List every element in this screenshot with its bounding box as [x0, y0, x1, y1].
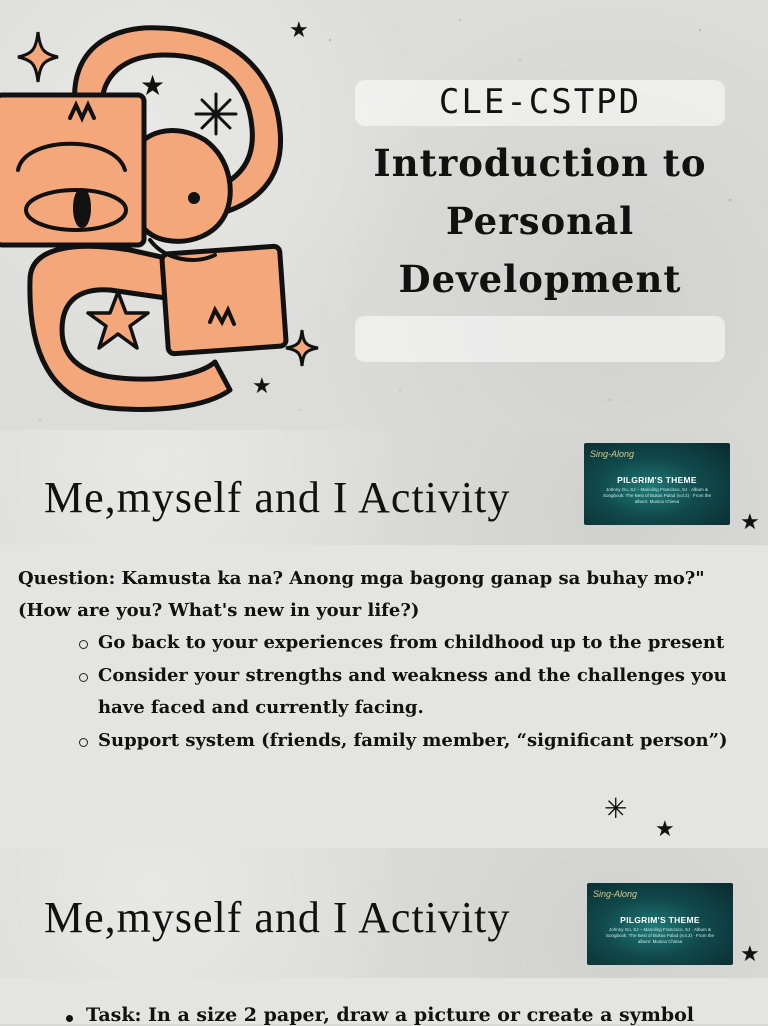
slide-title: Introduction to Personal Development: [373, 141, 707, 301]
star-icon: ★: [740, 942, 760, 967]
title-band-bottom: [355, 316, 725, 362]
task-text: Task: In a size 2 paper, draw a picture or create a symbol: [86, 1004, 695, 1026]
course-code: CLE-CSTPD: [438, 82, 642, 122]
thumbnail-logo: Sing-Along: [590, 449, 635, 459]
video-thumbnail[interactable]: [587, 883, 733, 965]
list-item: Consider your strengths and weakness and the challenges you have faced and currently facing.: [78, 660, 728, 725]
list-item: Go back to your experiences from childhood up to the present: [78, 627, 728, 660]
thumbnail-title: PILGRIM'S THEME: [617, 475, 697, 485]
star-icon: ★: [655, 817, 675, 842]
star-icon: ★: [740, 510, 760, 535]
title-slide: [0, 0, 768, 430]
thumbnail-subtitle: Johnny Go, SJ – Manoling Francisco, SJ · Album & Songbook: The Best of Bukas Palad (vol.2) · From the album: Musica Chiesa: [606, 927, 714, 944]
bullet-list: [78, 627, 728, 757]
question-line: Question: Kamusta ka na? Anong mga bagong ganap sa buhay mo?": [18, 568, 705, 589]
activity-heading: Me,myself and I Activity: [44, 893, 511, 942]
star-icon: ★: [252, 374, 272, 399]
star-icon: ★: [289, 18, 309, 43]
video-thumbnail[interactable]: [584, 443, 730, 525]
thumbnail-logo: Sing-Along: [593, 889, 638, 899]
activity-heading: Me,myself and I Activity: [44, 473, 511, 522]
question-translation: (How are you? What's new in your life?): [18, 600, 420, 621]
task-item: [66, 1004, 694, 1026]
thumbnail-title: PILGRIM'S THEME: [620, 915, 700, 925]
star-icon: ★: [140, 69, 166, 102]
thumbnail-subtitle: Johnny Go, SJ – Manoling Francisco, SJ · Album & Songbook: The Best of Bukas Palad (vol.2) · From the album: Musica Chiesa: [603, 487, 711, 504]
list-item: Support system (friends, family member, “significant person”): [78, 725, 728, 758]
asterisk-icon: ✳: [604, 792, 628, 825]
question-text: [18, 563, 738, 627]
